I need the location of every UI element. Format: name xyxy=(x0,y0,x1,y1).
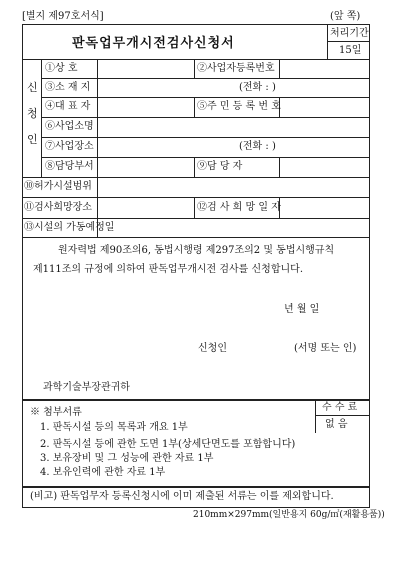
sheet-side: (앞 쪽) xyxy=(330,11,361,22)
paper-spec: 210mm×297mm(일반용지 60g/㎡(재활용품)) xyxy=(193,510,385,520)
field-address: ③소 재 지 xyxy=(45,82,91,93)
field-permit-scope: ⑩허가시설범위 xyxy=(24,181,92,192)
field-department: ⑧담당부서 xyxy=(45,161,94,172)
fee-label: 수 수 료 xyxy=(322,402,358,413)
processing-period-label: 처리기간 xyxy=(330,28,369,39)
statement-line-2: 제111조의 규정에 의하여 판독업무개시전 검사를 신청합니다. xyxy=(33,264,303,275)
form-title: 판독업무개시전검사신청서 xyxy=(72,36,235,51)
statement-applicant: 신청인 xyxy=(198,343,227,354)
statement-sign: (서명 또는 인) xyxy=(294,343,357,354)
form-number: [별지 제97호서식] xyxy=(22,11,104,22)
note: (비고) 판독업무자 등록신청시에 이미 제출된 서류는 이를 제외합니다. xyxy=(30,491,334,502)
attachment-item-1: 1. 판독시설 등의 목록과 개요 1부 xyxy=(40,422,188,433)
attachment-item-4: 4. 보유인력에 관한 자료 1부 xyxy=(40,467,166,478)
applicant-label-3: 인 xyxy=(27,133,38,146)
field-tel-2: (전화 : ) xyxy=(239,141,276,152)
applicant-label-2: 청 xyxy=(27,107,38,120)
statement-line-1: 원자력법 제90조의6, 동법시행령 제297조의2 및 동법시행규칙 xyxy=(58,245,335,256)
field-company-name: ①상 호 xyxy=(45,63,78,74)
processing-period-value: 15일 xyxy=(339,45,362,56)
field-biz-reg-no: ②사업자등록번호 xyxy=(197,63,275,74)
field-resident-no: ⑤주 민 등 록 번 호 xyxy=(197,101,281,112)
field-person-in-charge: ⑨담 당 자 xyxy=(197,161,243,172)
field-inspection-place: ⑪검사희망장소 xyxy=(24,202,92,213)
field-representative: ④대 표 자 xyxy=(45,101,91,112)
field-site-name: ⑥사업소명 xyxy=(45,121,94,132)
field-operation-date: ⑬시설의 가동예정일 xyxy=(24,222,115,233)
attachment-item-3: 3. 보유장비 및 그 성능에 관한 자료 1부 xyxy=(40,453,214,464)
field-inspection-date: ⑫검 사 희 망 일 자 xyxy=(197,202,281,213)
fee-value: 없 음 xyxy=(325,419,348,430)
attachments-header: ※ 첨부서류 xyxy=(30,407,82,418)
field-site-location: ⑦사업장소 xyxy=(45,141,94,152)
applicant-label-1: 신 xyxy=(27,81,38,94)
field-tel-1: (전화 : ) xyxy=(239,82,276,93)
statement-date: 년 월 일 xyxy=(284,304,320,315)
attachment-item-2: 2. 판독시설 등에 관한 도면 1부(상세단면도를 포함합니다) xyxy=(40,439,296,450)
addressee: 과학기술부장관귀하 xyxy=(43,382,130,393)
